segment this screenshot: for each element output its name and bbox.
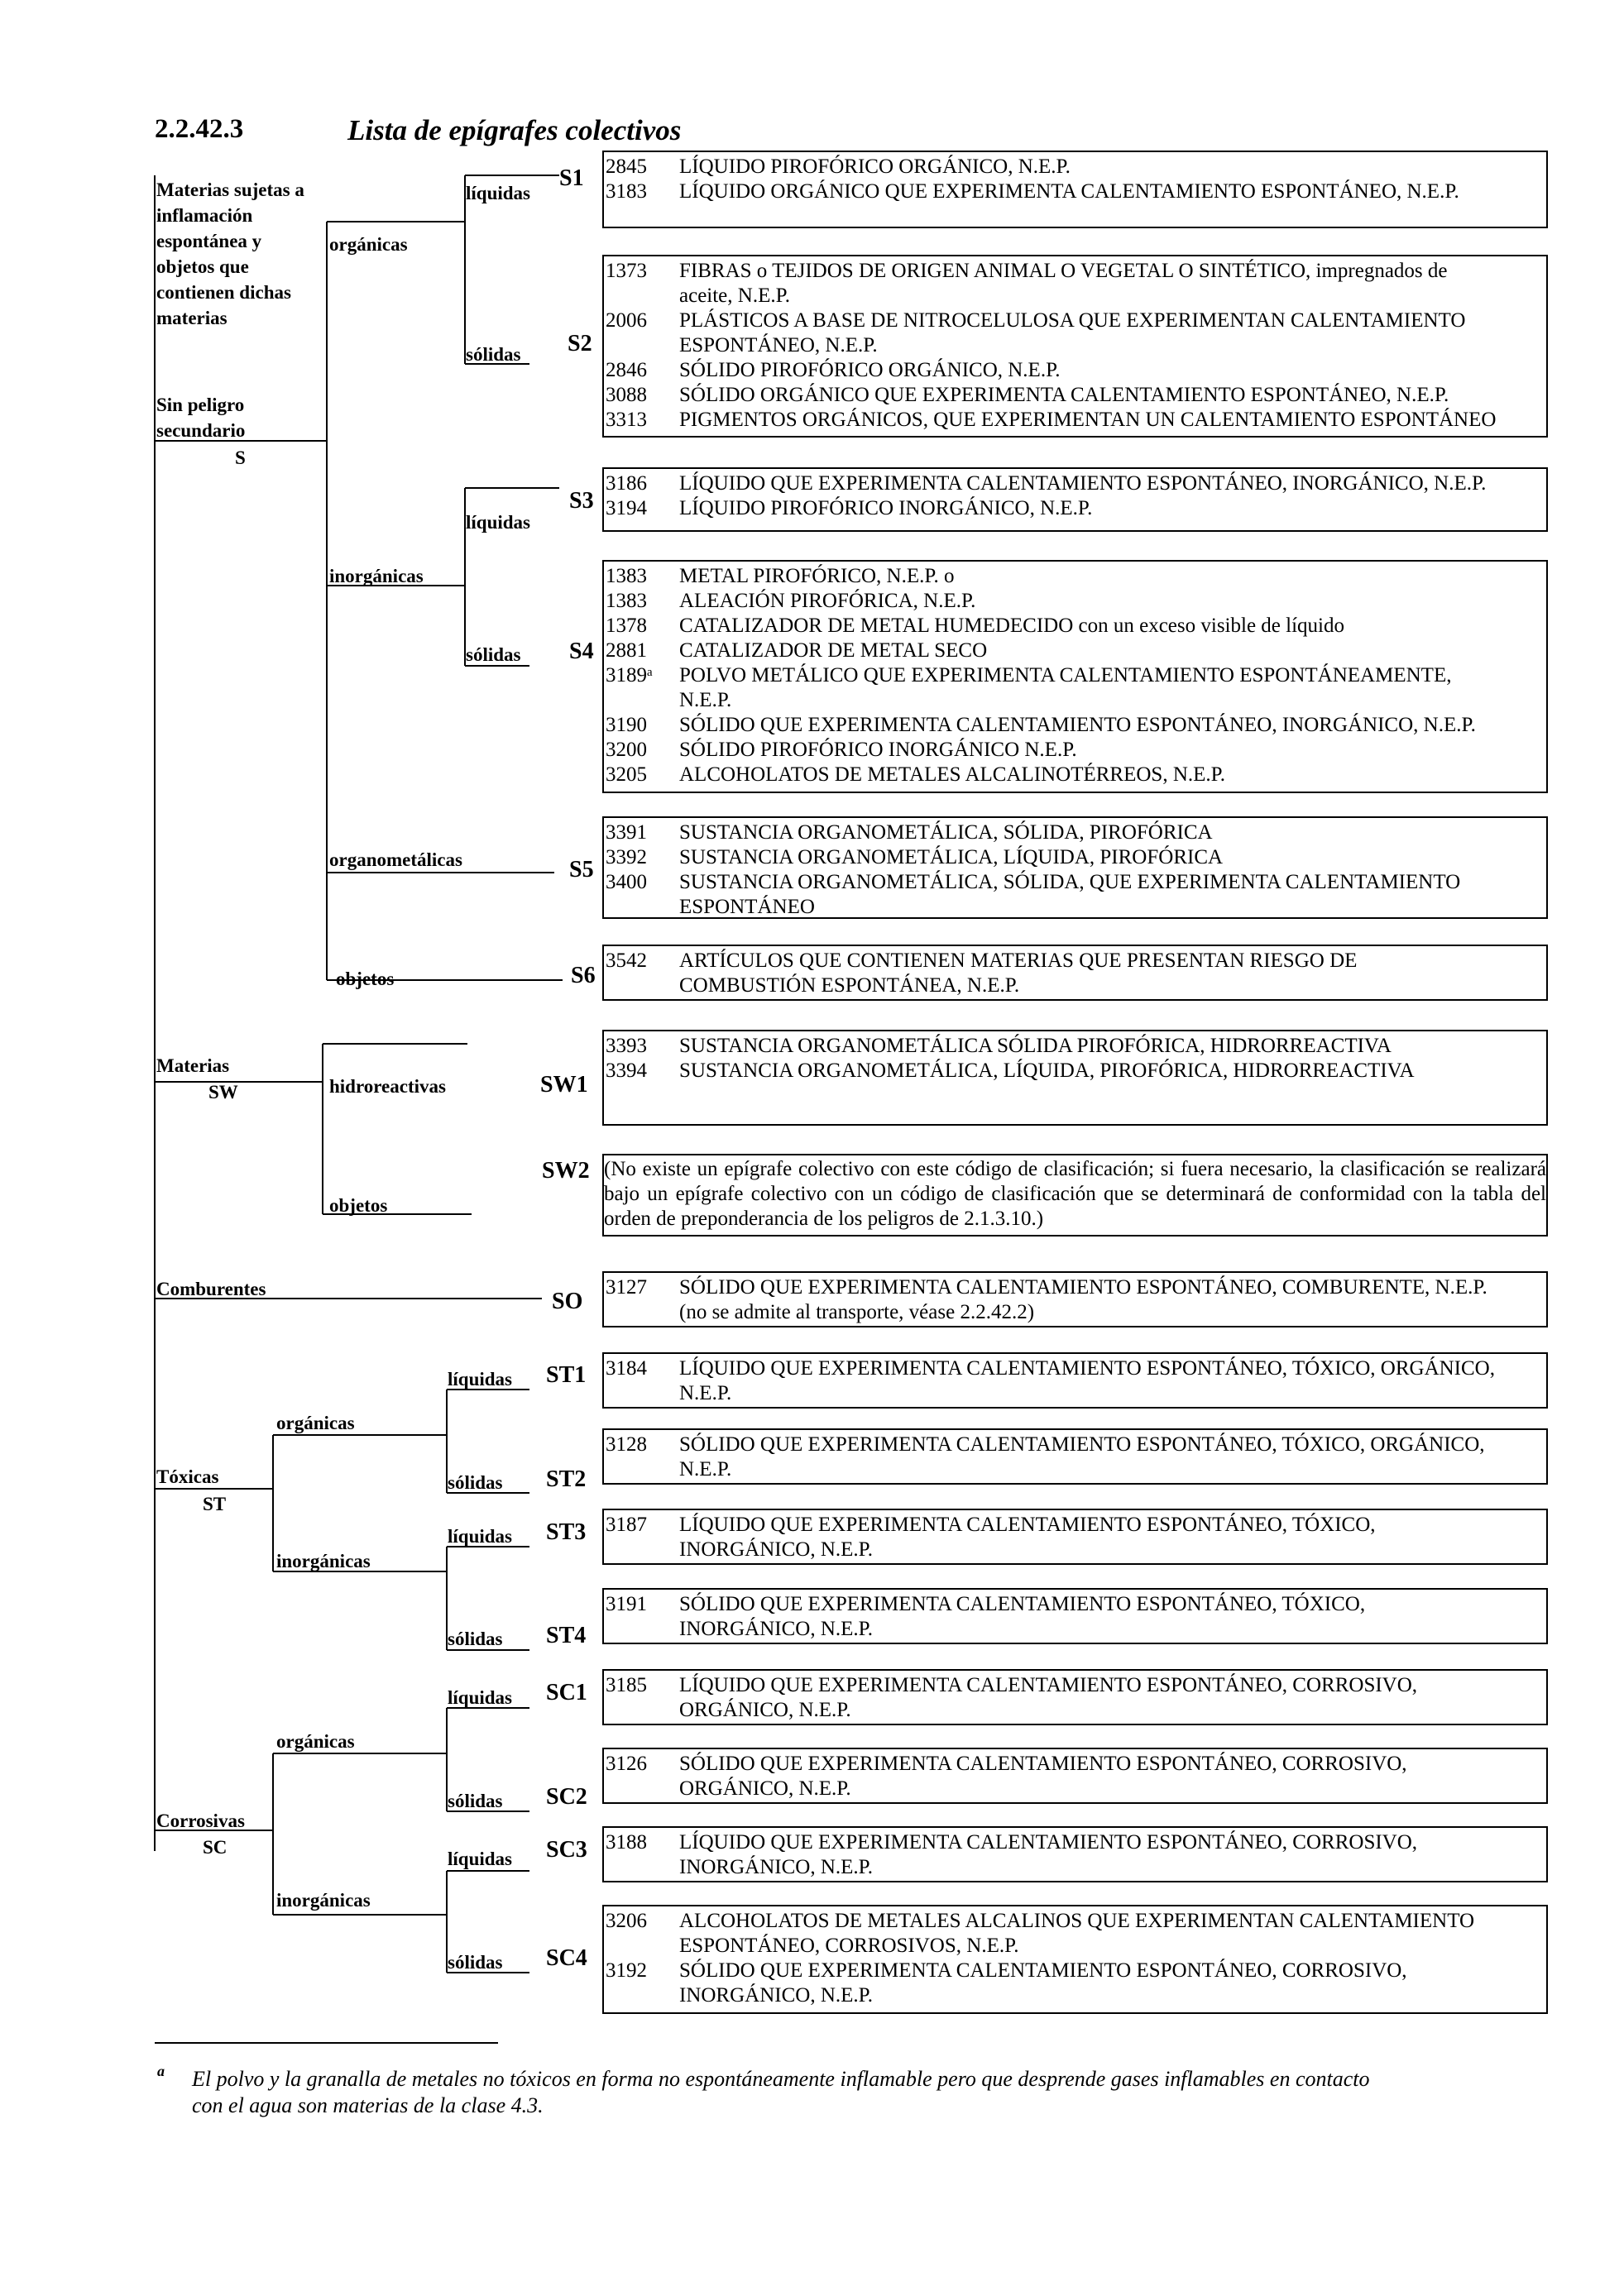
entry-box-sc1 [602,1669,1548,1725]
un-number: 2845 [606,155,647,178]
code-s5: S5 [569,857,594,883]
code-sc2: SC2 [546,1784,587,1810]
entry-box-so [602,1271,1548,1327]
code-st2: ST2 [546,1466,587,1492]
entry-box-st3 [602,1509,1548,1565]
code-sc1: SC1 [546,1680,587,1705]
entry-row [606,408,1546,433]
entry-name: POLVO METÁLICO QUE EXPERIMENTA CALENTAMIENTO ESPONTÁNEAMENTE, [679,664,1452,686]
entry-row [606,471,1546,496]
entry-name: SÓLIDO PIROFÓRICO ORGÁNICO, N.E.P. [679,359,1061,381]
branch-solidas: sólidas [466,644,521,665]
branch-hidroreactivas: hidroreactivas [329,1076,446,1097]
entry-name: ORGÁNICO, N.E.P. [679,1777,851,1800]
entry-name: LÍQUIDO QUE EXPERIMENTA CALENTAMIENTO ESPONTÁNEO, CORROSIVO, [679,1674,1418,1696]
entry-row [606,713,1546,738]
group-code-st: ST [203,1494,227,1514]
entry-name: SÓLIDO QUE EXPERIMENTA CALENTAMIENTO ESPONTÁNEO, CORROSIVO, [679,1959,1407,1982]
branch-inorganicas: inorgánicas [276,1890,371,1911]
entry-name: SÓLIDO ORGÁNICO QUE EXPERIMENTA CALENTAMIENTO ESPONTÁNEO, N.E.P. [679,384,1449,406]
entry-name: ALCOHOLATOS DE METALES ALCALINOTÉRREOS, N.E.P. [679,763,1226,786]
branch-liquidas: líquidas [448,1526,512,1547]
entry-row [606,1959,1546,2008]
un-number: 3392 [606,846,647,868]
group-code-s: S [235,447,246,468]
entry-name: SÓLIDO QUE EXPERIMENTA CALENTAMIENTO ESPONTÁNEO, TÓXICO, ORGÁNICO, [679,1433,1485,1456]
entry-name: CATALIZADOR DE METAL SECO [679,639,988,662]
entry-row [606,358,1546,383]
subgroup-label-no-secondary: Sin peligro secundario [156,395,246,441]
entry-name: ALCOHOLATOS DE METALES ALCALINOS QUE EXPERIMENTAN CALENTAMIENTO [679,1910,1475,1932]
entry-row [606,614,1546,639]
entry-name: PIGMENTOS ORGÁNICOS, QUE EXPERIMENTAN UN CALENTAMIENTO ESPONTÁNEO [679,409,1497,431]
entry-name: ESPONTÁNEO, N.E.P. [679,334,878,356]
entry-row [606,820,1546,845]
entry-name: LÍQUIDO QUE EXPERIMENTA CALENTAMIENTO ESPONTÁNEO, TÓXICO, [679,1514,1376,1536]
entry-row [606,259,1546,309]
un-number: 3190 [606,714,647,736]
branch-organicas: orgánicas [329,234,408,255]
branch-solidas: sólidas [448,1952,503,1973]
entry-name: ESPONTÁNEO, CORROSIVOS, N.E.P. [679,1935,1019,1957]
entry-name: METAL PIROFÓRICO, N.E.P. o [679,565,955,587]
entry-row [606,639,1546,663]
entry-box-s4 [602,560,1548,793]
entry-row [606,1830,1546,1880]
code-sc3: SC3 [546,1837,587,1863]
un-number: 3313 [606,409,647,431]
footnote-marker: a [157,2063,165,2079]
group-code-sw: SW [208,1082,238,1103]
group-label-self-heating: Materias sujetas a inflamación espontánea y objetos que contienen dichas materias [156,179,304,328]
entry-name: LÍQUIDO PIROFÓRICO INORGÁNICO, N.E.P. [679,497,1093,519]
code-so: SO [552,1289,583,1314]
entry-name: ARTÍCULOS QUE CONTIENEN MATERIAS QUE PRESENTAN RIESGO DE [679,949,1358,972]
entry-box-s5 [602,816,1548,919]
code-sw1: SW1 [540,1072,588,1098]
branch-organicas: orgánicas [276,1731,355,1752]
un-number: 3542 [606,949,647,972]
entry-row [606,1909,1546,1959]
entry-box-s3 [602,467,1548,532]
branch-liquidas: líquidas [466,512,530,533]
entry-row [606,155,1546,179]
entry-row [606,663,1546,713]
group-code-sc: SC [203,1837,228,1858]
un-number: 2846 [606,359,647,381]
entry-row [606,1059,1546,1083]
un-number: 3088 [606,384,647,406]
entry-name: SUSTANCIA ORGANOMETÁLICA, LÍQUIDA, PIROFÓRICA [679,846,1224,868]
un-number: 3185 [606,1674,647,1696]
un-number: 3391 [606,821,647,844]
un-number: 3183 [606,180,647,203]
entry-name: LÍQUIDO QUE EXPERIMENTA CALENTAMIENTO ESPONTÁNEO, TÓXICO, ORGÁNICO, [679,1357,1495,1380]
entry-box-s6 [602,945,1548,1001]
branch-liquidas: líquidas [448,1687,512,1708]
entry-row [606,1356,1546,1406]
un-number: 3184 [606,1357,647,1380]
entry-row [606,738,1546,763]
sw2-note: (No existe un epígrafe colectivo con este código de clasificación; si fuera necesario, la clasificación se realizará bajo un epígrafe colectivo con un código de clasificación que se determinará de conformidad con la tabla del orden de preponderancia de los peligros de 2.1.3.10.) [604,1158,1546,1230]
un-number: 3194 [606,497,647,519]
code-sc4: SC4 [546,1945,587,1971]
entry-row [606,763,1546,787]
entry-name: ESPONTÁNEO [679,896,815,918]
un-number: 3187 [606,1514,647,1536]
entry-box-s2 [602,255,1548,438]
entry-name: ALEACIÓN PIROFÓRICA, N.E.P. [679,590,976,612]
group-label-corrosivas: Corrosivas [156,1810,245,1831]
un-number: 1383 [606,565,647,587]
branch-liquidas: líquidas [466,183,530,203]
entry-name: ORGÁNICO, N.E.P. [679,1699,851,1721]
entry-box-st4 [602,1588,1548,1644]
entry-name: COMBUSTIÓN ESPONTÁNEA, N.E.P. [679,974,1020,997]
un-number: 1383 [606,590,647,612]
branch-solidas: sólidas [448,1472,503,1493]
footnote-text: El polvo y la granalla de metales no tóxicos en forma no espontáneamente inflamable pero que desprende gases inflamables en contacto con el agua son materias de la clase 4.3. [192,2067,1370,2117]
entry-name: CATALIZADOR DE METAL HUMEDECIDO con un exceso visible de líquido [679,615,1344,637]
entry-name: N.E.P. [679,1458,732,1480]
code-sw2: SW2 [542,1158,590,1184]
entry-row [606,845,1546,870]
entry-name: LÍQUIDO PIROFÓRICO ORGÁNICO, N.E.P. [679,155,1071,178]
entry-name: N.E.P. [679,1382,732,1404]
un-number: 3188 [606,1831,647,1854]
code-st4: ST4 [546,1623,587,1648]
entry-box-s1 [602,151,1548,228]
branch-inorganicas: inorgánicas [276,1551,371,1571]
branch-solidas: sólidas [448,1629,503,1649]
branch-liquidas: líquidas [448,1849,512,1869]
entry-name: aceite, N.E.P. [679,285,790,307]
entry-row [606,949,1546,998]
branch-organicas: orgánicas [276,1413,355,1433]
entry-name: INORGÁNICO, N.E.P. [679,1984,874,2007]
code-st1: ST1 [546,1362,587,1388]
entry-name: PLÁSTICOS A BASE DE NITROCELULOSA QUE EXPERIMENTAN CALENTAMIENTO [679,309,1466,332]
entry-name: SUSTANCIA ORGANOMETÁLICA SÓLIDA PIROFÓRICA, HIDRORREACTIVA [679,1035,1392,1057]
un-number: 3206 [606,1910,647,1932]
un-number: 1373 [606,260,647,282]
entry-name: SÓLIDO PIROFÓRICO INORGÁNICO N.E.P. [679,739,1077,761]
un-number: 1378 [606,615,647,637]
entry-box-sc4 [602,1905,1548,2014]
entry-row [606,309,1546,358]
branch-inorganicas: inorgánicas [329,566,424,586]
branch-solidas: sólidas [466,344,521,365]
entry-name: SÓLIDO QUE EXPERIMENTA CALENTAMIENTO ESPONTÁNEO, TÓXICO, [679,1593,1366,1615]
branch-solidas: sólidas [448,1791,503,1811]
entry-name: (no se admite al transporte, véase 2.2.42.2) [679,1301,1035,1323]
entry-name: LÍQUIDO QUE EXPERIMENTA CALENTAMIENTO ESPONTÁNEO, INORGÁNICO, N.E.P. [679,472,1487,495]
entry-row [606,496,1546,521]
entry-name: SUSTANCIA ORGANOMETÁLICA, LÍQUIDA, PIROFÓRICA, HIDRORREACTIVA [679,1060,1415,1082]
un-number: 2881 [606,639,647,662]
entry-box-sc3 [602,1826,1548,1882]
entry-box-sc2 [602,1748,1548,1804]
entry-row [606,1433,1546,1482]
un-number: 3128 [606,1433,647,1456]
code-s6: S6 [571,963,596,988]
entry-name: SÓLIDO QUE EXPERIMENTA CALENTAMIENTO ESPONTÁNEO, INORGÁNICO, N.E.P. [679,714,1476,736]
entry-row [606,383,1546,408]
branch-objetos: objetos [336,969,395,989]
branch-organometalicas: organometálicas [329,849,462,870]
entry-name: SÓLIDO QUE EXPERIMENTA CALENTAMIENTO ESPONTÁNEO, COMBURENTE, N.E.P. [679,1276,1487,1299]
section-title: Lista de epígrafes colectivos [347,114,682,146]
un-number: 3393 [606,1035,647,1057]
branch-liquidas: líquidas [448,1369,512,1390]
entry-box-st2 [602,1428,1548,1485]
entry-row [606,1034,1546,1059]
group-label-materias: Materias [156,1055,230,1076]
un-number: 3127 [606,1276,647,1299]
un-number: 3189ᵃ [606,664,653,686]
entry-row [606,179,1546,204]
entry-name: LÍQUIDO QUE EXPERIMENTA CALENTAMIENTO ESPONTÁNEO, CORROSIVO, [679,1831,1418,1854]
entry-name: INORGÁNICO, N.E.P. [679,1538,874,1561]
entry-row [606,1513,1546,1562]
entry-row [606,1752,1546,1801]
un-number: 3191 [606,1593,647,1615]
entry-name: INORGÁNICO, N.E.P. [679,1618,874,1640]
entry-row [606,589,1546,614]
entry-row [606,1275,1546,1325]
entry-row [606,564,1546,589]
code-s1: S1 [559,165,584,191]
entry-name: LÍQUIDO ORGÁNICO QUE EXPERIMENTA CALENTAMIENTO ESPONTÁNEO, N.E.P. [679,180,1459,203]
section-number: 2.2.42.3 [155,114,244,144]
entry-row [606,870,1546,920]
group-label-toxicas: Tóxicas [156,1466,219,1487]
entry-name: SÓLIDO QUE EXPERIMENTA CALENTAMIENTO ESPONTÁNEO, CORROSIVO, [679,1753,1407,1775]
un-number: 3126 [606,1753,647,1775]
entry-box-st1 [602,1352,1548,1409]
group-label-comburentes: Comburentes [156,1279,266,1299]
un-number: 3200 [606,739,647,761]
un-number: 3186 [606,472,647,495]
code-s2: S2 [568,331,592,356]
entry-name: SUSTANCIA ORGANOMETÁLICA, SÓLIDA, QUE EXPERIMENTA CALENTAMIENTO [679,871,1461,893]
code-s3: S3 [569,488,594,514]
un-number: 3400 [606,871,647,893]
entry-box-sw1 [602,1030,1548,1126]
un-number: 2006 [606,309,647,332]
entry-name: FIBRAS o TEJIDOS DE ORIGEN ANIMAL O VEGETAL O SINTÉTICO, impregnados de [679,260,1448,282]
un-number: 3394 [606,1060,647,1082]
code-s4: S4 [569,639,594,664]
code-st3: ST3 [546,1519,587,1545]
un-number: 3205 [606,763,647,786]
sw2-note-box [602,1154,1548,1236]
entry-name: INORGÁNICO, N.E.P. [679,1856,874,1878]
entry-name: N.E.P. [679,689,732,711]
entry-row [606,1673,1546,1723]
entry-row [606,1592,1546,1642]
un-number: 3192 [606,1959,647,1982]
entry-name: SUSTANCIA ORGANOMETÁLICA, SÓLIDA, PIROFÓRICA [679,821,1213,844]
branch-objetos: objetos [329,1195,388,1216]
